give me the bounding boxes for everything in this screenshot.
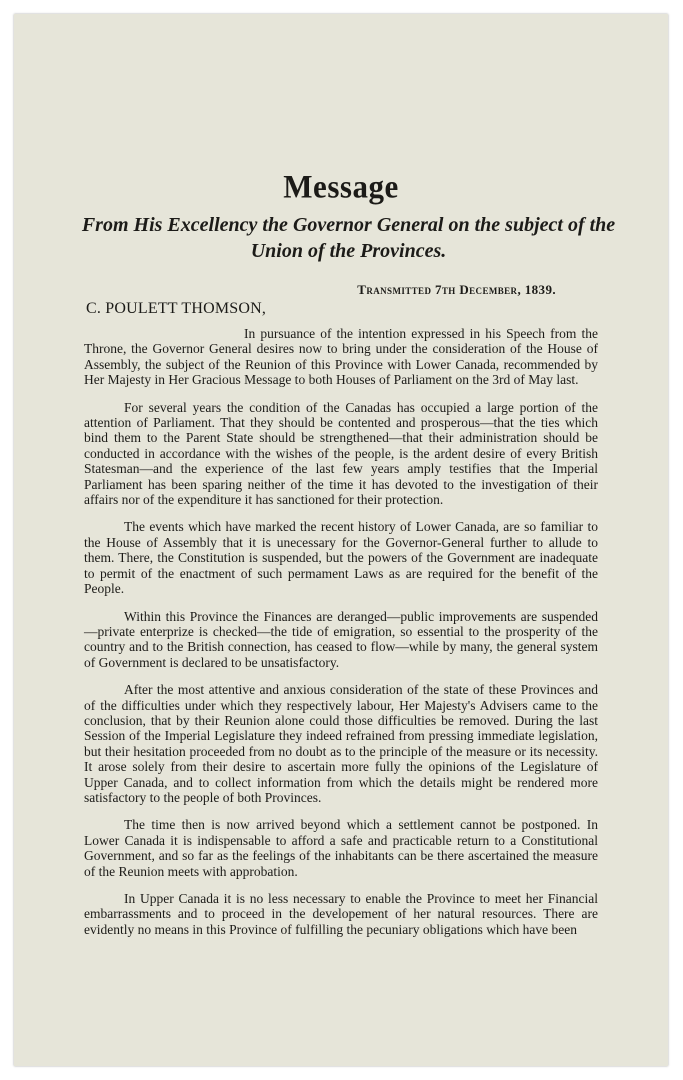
- paragraph-3: The events which have marked the recent history of Lower Canada, are so familiar to the House of Assembly that it is unecessary for the Governor-General further to allude to them. There, the Constitution is suspended, but the powers of the Government are inadequate to permit of the enactment of such permament Laws as are required for the benefit of the People.: [84, 519, 598, 597]
- document-title: Message: [283, 168, 399, 205]
- message-body: [84, 326, 598, 937]
- paragraph-6: The time then is now arrived beyond which a settlement cannot be postponed. In Lower Canada it is indispensable to afford a safe and practicable return to a Constitutional Government, and so far as the feelings of the inhabitants can be there ascertained the measure of the Reunion meets with approbation.: [84, 817, 598, 879]
- paragraph-1: In pursuance of the intention expressed in his Speech from the Throne, the Governor General desires now to bring under the consideration of the House of Assembly, the subject of the Reunion of this Province with Lower Canada, recommended by Her Majesty in Her Gracious Message to both Houses of Parliament on the 3rd of May last.: [84, 326, 598, 388]
- document-subtitle: From His Excellency the Governor General on the subject of the Union of the Provinces.: [81, 214, 616, 262]
- paragraph-4: Within this Province the Finances are deranged—public improvements are suspended—private enterprize is checked—the tide of emigration, so essential to the prosperity of the country and to the British connection, has ceased to flow—while by many, the general system of Government is declared to be unsatisfactory.: [84, 608, 598, 670]
- document-page: [14, 14, 668, 1066]
- signatory-name: C. POULETT THOMSON,: [86, 300, 267, 317]
- paragraph-2: For several years the condition of the Canadas has occupied a large portion of the attention of Parliament. That they should be contented and prosperous—that the ties which bind them to the Parent State should be strengthened—that their administration should be conducted in accordance with the wishes of the people, is the ardent desire of every British Statesman—and the experience of the last few years amply testifies that the Imperial Parliament has been sparing neither of the time it has devoted to the investigation of their affairs nor of the expenditure it has sanctioned for their protection.: [84, 399, 598, 508]
- transmitted-date: Transmitted 7th December, 1839.: [357, 282, 556, 297]
- paragraph-5: After the most attentive and anxious consideration of the state of these Provinces and of the difficulties under which they respectively labour, Her Majesty's Advisers came to the conclusion, that by their Reunion alone could those difficulties be removed. During the last Session of the Imperial Legislature they indeed refrained from pressing immediate legislation, but their hesitation proceeded from no doubt as to the principle of the measure or its necessity. It arose solely from their desire to ascertain more fully the opinions of the Legislature of Upper Canada, and to collect information from which the details might be rendered more satisfactory to the people of both Provinces.: [84, 682, 598, 805]
- paragraph-7: In Upper Canada it is no less necessary to enable the Province to meet her Financial embarrassments and to proceed in the developement of her natural resources. There are evidently no means in this Province of fulfilling the pecuniary obligations which have been: [84, 891, 598, 937]
